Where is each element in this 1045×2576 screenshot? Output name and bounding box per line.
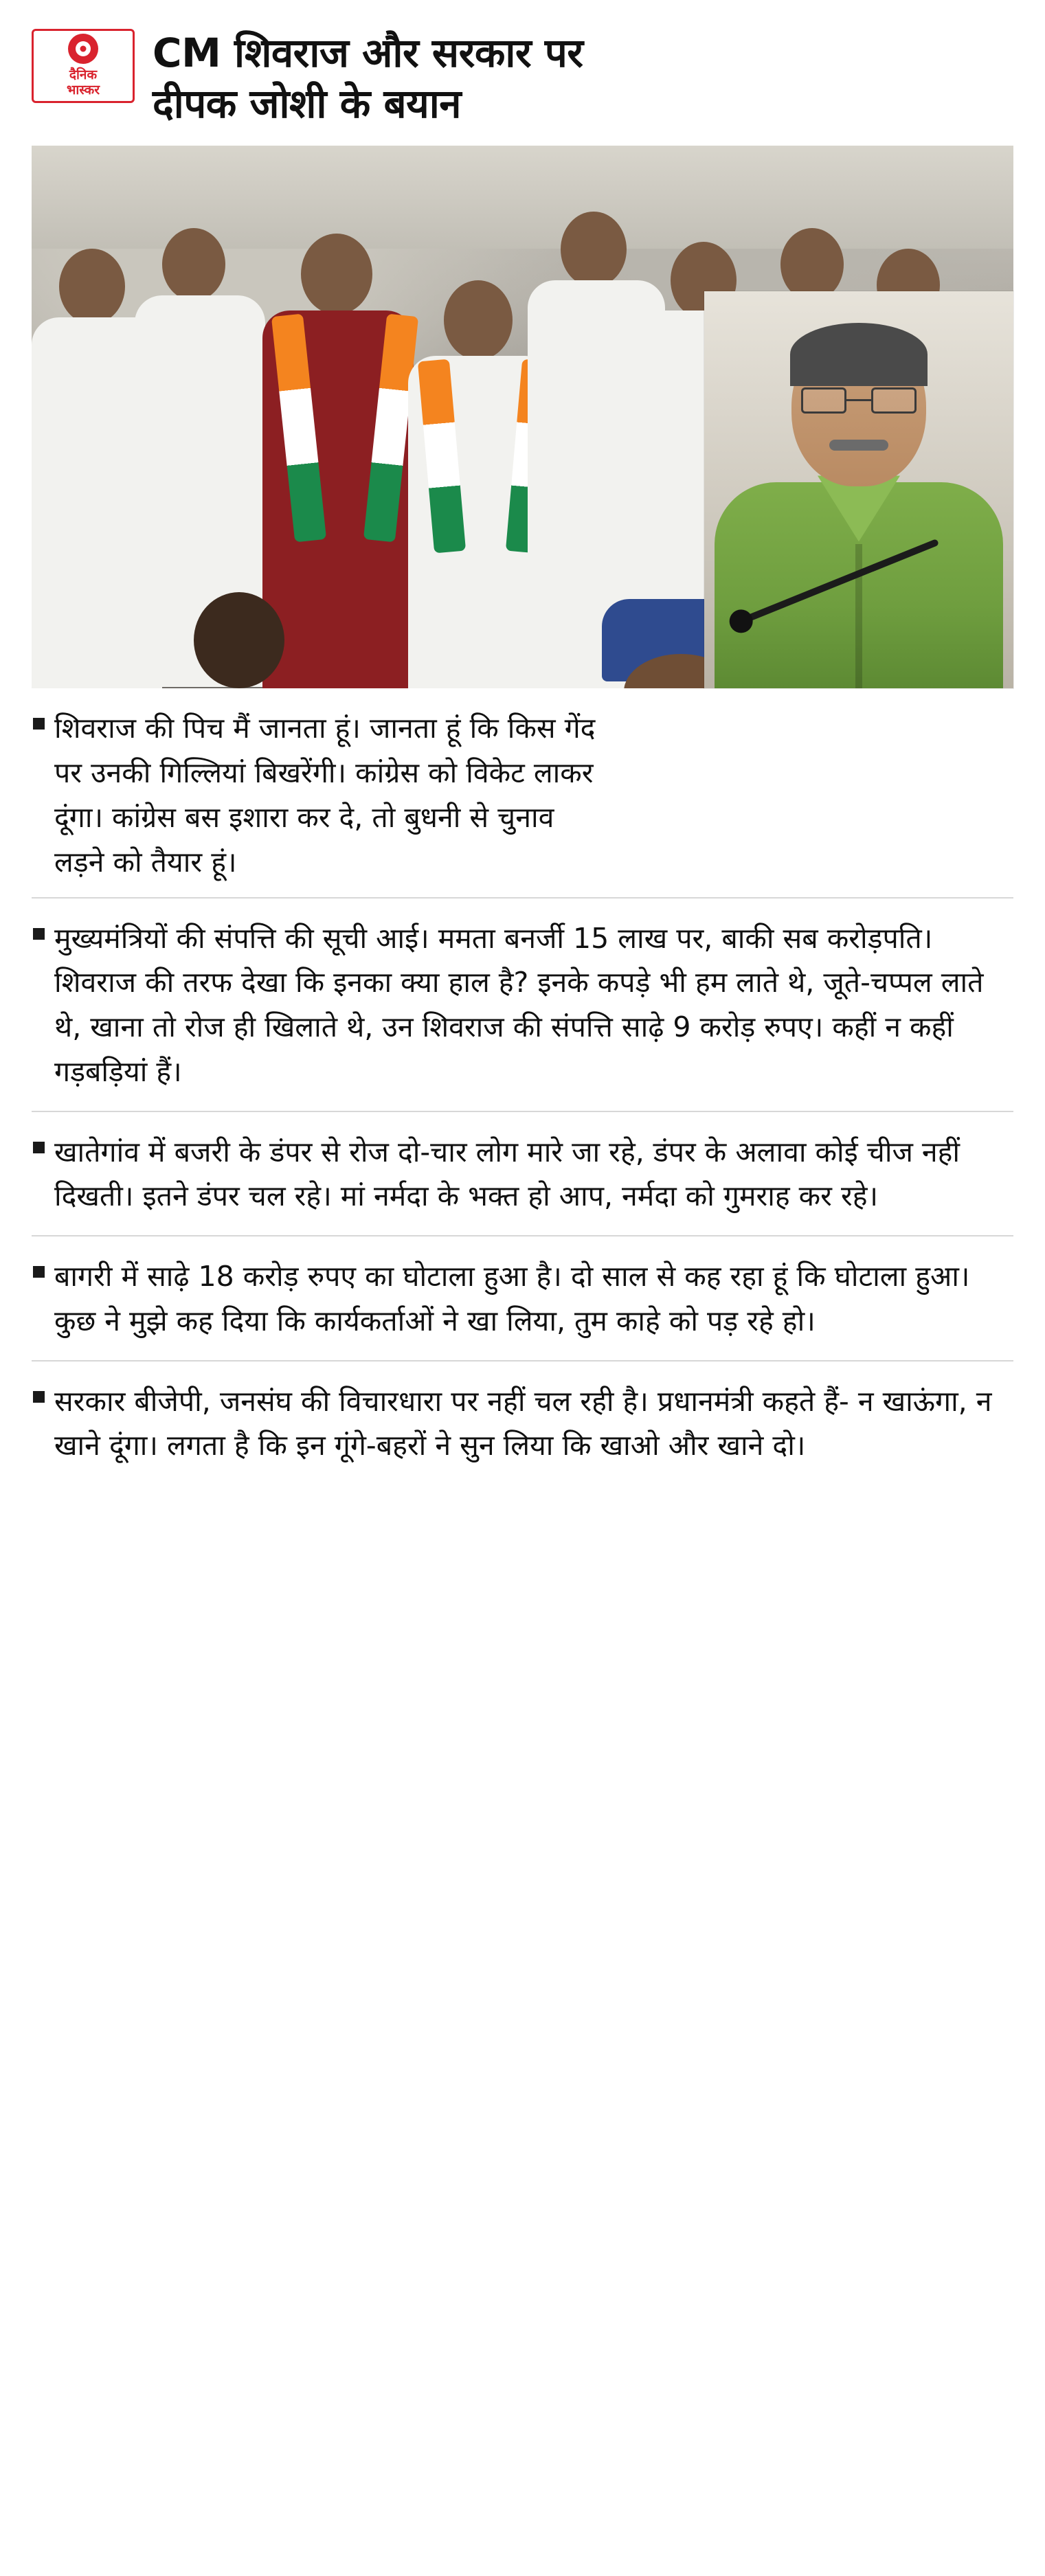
portrait-moustache (829, 440, 888, 451)
header (0, 0, 1045, 136)
quote-item-1 (32, 688, 1013, 896)
quote-text: मुख्यमंत्रियों की संपत्ति की सूची आई। ममता बनर्जी 15 लाख पर, बाकी सब करोड़पति। शिवराज की तरफ देखा कि इनका क्या हाल है? इनके कपड़े भी हम लाते थे, जूते-चप्पल लाते थे, खाना तो रोज ही खिलाते थे, उन शिवराज की संपत्ति साढ़े 9 करोड़ रुपए। कहीं न कहीं गड़बड़ियां हैं। (54, 921, 984, 1088)
headline-line-1: CM शिवराज और सरकार पर (153, 30, 583, 76)
bullet-square-icon (33, 928, 45, 940)
crowd-person-head (301, 234, 372, 315)
logo-line-2: भास्कर (66, 82, 100, 98)
bullet-square-icon (33, 1266, 45, 1278)
crowd-person-head (444, 280, 513, 360)
quote-text: शिवराज की पिच मैं जानता हूं। जानता हूं कि किस गेंद पर उनकी गिल्लियां बिखरेंगी। कांग्रेस को विकेट लाकर दूंगा। कांग्रेस बस इशारा कर दे, तो बुधनी से चुनाव लड़ने को तैयार हूं। (54, 712, 596, 879)
eyeglasses-icon (801, 387, 917, 415)
quote-item-5 (32, 1360, 1013, 1476)
bhaskar-sun-icon (68, 34, 98, 64)
foreground-person-head (194, 592, 284, 688)
portrait-kurta-placket (855, 544, 862, 688)
dainik-bhaskar-logo (32, 29, 135, 103)
portrait-hair (790, 323, 928, 386)
quote-text: सरकार बीजेपी, जनसंघ की विचारधारा पर नहीं चल रही है। प्रधानमंत्री कहते हैं- न खाऊंगा, न खाने दूंगा। लगता है कि इन गूंगे-बहरों ने सुन लिया कि खाओ और खाने दो। (54, 1384, 992, 1462)
headline-wrap (135, 26, 1013, 129)
crowd-person-head (59, 249, 125, 324)
quotes-list (0, 688, 1045, 1475)
logo-line-1: दैनिक (69, 67, 98, 83)
photo-area (32, 146, 1013, 688)
quote-text: बागरी में साढ़े 18 करोड़ रुपए का घोटाला हुआ है। दो साल से कह रहा हूं कि घोटाला हुआ। कुछ ने मुझे कह दिया कि कार्यकर्ताओं ने खा लिया, तुम काहे को पड़ रहे हो। (54, 1260, 970, 1337)
bullet-square-icon (33, 1142, 45, 1153)
crowd-person-head (561, 212, 627, 287)
crowd-person-head (162, 228, 225, 301)
crowd-person-head (780, 228, 844, 301)
quote-text: खातेगांव में बजरी के डंपर से रोज दो-चार लोग मारे जा रहे, डंपर के अलावा कोई चीज नहीं दिखती। इतने डंपर चल रहे। मां नर्मदा के भक्त हो आप, नर्मदा को गुमराह कर रहे। (54, 1135, 960, 1213)
bullet-square-icon (33, 1391, 45, 1403)
quote-item-4 (32, 1235, 1013, 1360)
page-title (153, 27, 1013, 129)
bullet-square-icon (33, 718, 45, 730)
headline-line-2: दीपक जोशी के बयान (153, 80, 461, 128)
quote-item-2 (32, 897, 1013, 1111)
quote-item-3 (32, 1111, 1013, 1236)
inset-portrait-photo (704, 291, 1013, 688)
